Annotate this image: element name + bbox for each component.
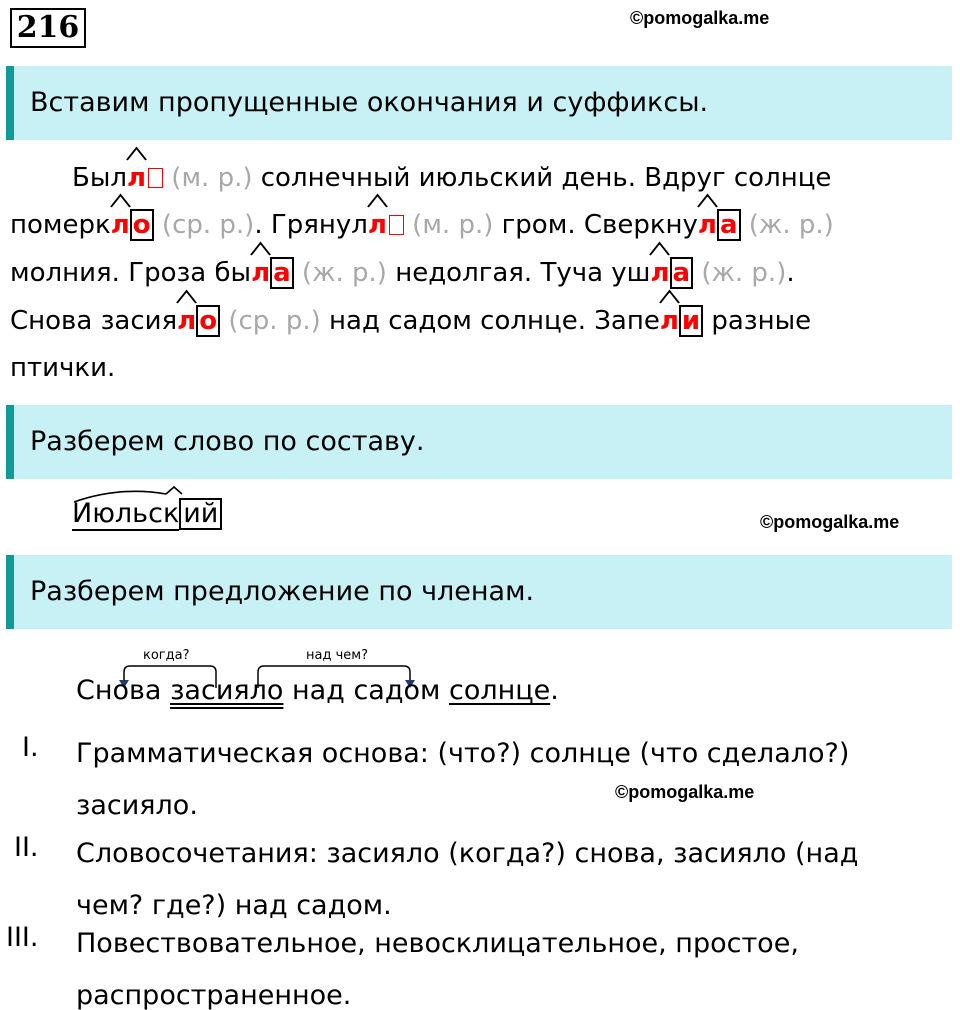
word-adverb: Снова xyxy=(76,675,171,706)
suffix-caret-icon xyxy=(111,193,130,207)
analysis-text-1: Грамматическая основа: (что?) солнце (что сделало?) засияло. xyxy=(76,738,850,821)
watermark: ©pomogalka.me xyxy=(615,782,755,802)
ending-box: а xyxy=(717,209,741,241)
gender-note: (м. р.) xyxy=(412,210,494,240)
word-stem: Июльск xyxy=(72,498,180,529)
heading-text: Разберем предложение по членам. xyxy=(30,576,535,607)
suffix-caret-icon xyxy=(698,193,717,207)
ending-box: о xyxy=(196,305,220,337)
suffix-mark: л xyxy=(251,255,270,291)
gender-note: (ж. р.) xyxy=(748,210,834,240)
empty-ending-box xyxy=(148,168,163,188)
parsed-sentence xyxy=(76,675,559,706)
task-number: 216 xyxy=(10,8,86,48)
suffix-mark: л xyxy=(127,160,146,196)
text-fragment: померк xyxy=(10,210,111,240)
question-label-what: над чем? xyxy=(306,648,368,663)
gender-note: (м. р.) xyxy=(171,163,253,193)
suffix-mark: л xyxy=(698,207,717,243)
analysis-number-2: II. xyxy=(14,832,39,863)
word-subject: солнце xyxy=(448,675,551,706)
ending-box: а xyxy=(670,257,694,289)
text-fragment: солнечный июльский день. Вдруг солнце xyxy=(252,163,832,193)
analysis-number-3: III. xyxy=(6,922,39,953)
suffix-mark: л xyxy=(650,255,669,291)
analysis-text-2: Словосочетания: засияло (когда?) снова, засияло (над чем? где?) над садом. xyxy=(76,838,859,921)
sentence-period: . xyxy=(550,675,559,706)
text-fragment: Был xyxy=(72,163,127,193)
ending-box: о xyxy=(130,209,154,241)
suffix-caret-icon xyxy=(177,289,196,303)
suffix-mark: л xyxy=(660,303,679,339)
text-fragment: птички. xyxy=(10,353,116,383)
text-fragment: . xyxy=(786,258,795,288)
text-line-3 xyxy=(10,255,795,291)
section-heading-2 xyxy=(6,405,952,479)
question-label-when: когда? xyxy=(143,648,190,663)
section-heading-1 xyxy=(6,66,952,140)
word-predicate: засияло xyxy=(170,675,284,706)
text-line-2 xyxy=(10,207,834,243)
watermark: ©pomogalka.me xyxy=(760,512,900,532)
suffix-caret-icon xyxy=(660,289,679,303)
word-ending-box: ий xyxy=(179,498,222,530)
text-line-1 xyxy=(72,160,831,196)
suffix-caret-icon xyxy=(368,193,387,207)
text-line-5 xyxy=(10,350,115,386)
analysis-number-1: I. xyxy=(22,732,39,763)
suffix-mark: л xyxy=(177,303,196,339)
suffix-caret-icon xyxy=(251,241,270,255)
suffix-caret-icon xyxy=(127,146,146,160)
ending-box: и xyxy=(679,305,703,337)
gender-note: (ж. р.) xyxy=(301,258,387,288)
gender-note: (ср. р.) xyxy=(161,210,255,240)
heading-text: Вставим пропущенные окончания и суффиксы. xyxy=(30,87,709,118)
text-fragment: . Грянул xyxy=(254,210,368,240)
text-fragment: гром. Сверкну xyxy=(493,210,698,240)
word-adverbial: над садом xyxy=(283,675,449,706)
empty-ending-box xyxy=(389,215,404,235)
text-fragment: Снова засия xyxy=(10,306,178,336)
gender-note: (ср. р.) xyxy=(228,306,321,336)
suffix-mark: л xyxy=(368,207,387,243)
text-line-4 xyxy=(10,303,811,339)
suffix-caret-icon xyxy=(650,241,669,255)
text-fragment: разные xyxy=(703,306,812,336)
text-fragment: недолгая. Туча уш xyxy=(386,258,651,288)
text-fragment: молния. Гроза бы xyxy=(10,258,252,288)
ending-box: а xyxy=(270,257,294,289)
analysis-text-3: Повествовательное, невосклицательное, простое, распространенное. xyxy=(76,928,799,1010)
word-parse xyxy=(72,498,222,530)
watermark: ©pomogalka.me xyxy=(630,8,770,28)
section-heading-3 xyxy=(6,555,952,629)
text-fragment: над садом солнце. Запе xyxy=(320,306,660,336)
gender-note: (ж. р.) xyxy=(701,258,787,288)
suffix-mark: л xyxy=(111,207,130,243)
heading-text: Разберем слово по составу. xyxy=(30,426,425,457)
